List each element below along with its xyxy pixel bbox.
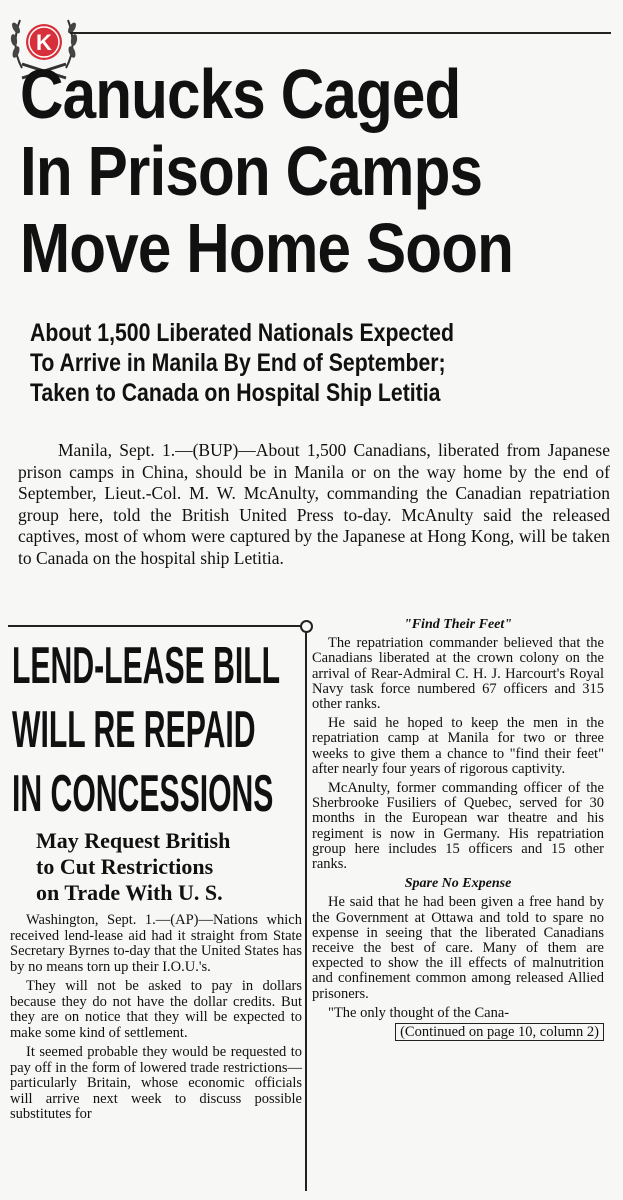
lend-lease-subhead-line-3: on Trade With U. S. [36,880,223,905]
top-rule [70,32,611,34]
main-subheadline [30,318,540,408]
column-divider [305,631,307,1191]
logo-letter: K [36,30,52,55]
lend-lease-headline-line-2: WILL RE REPAID [12,701,256,759]
continued-notice: (Continued on page 10, column 2) [395,1023,604,1041]
section-divider [8,625,306,627]
crosshead-find-their-feet: "Find Their Feet" [403,617,513,632]
lend-lease-headline-line-3: IN CONCESSIONS [12,765,274,823]
subhead-line-3: Taken to Canada on Hospital Ship Letitia [30,379,441,407]
lend-lease-paragraph: It seemed probable they would be requested to pay off in the form of lowered trade restrictions—particularly Britain, whose economic officials will arrive next week to discuss possible substitutes for [10,1044,302,1122]
story-paragraph: He said he hoped to keep the men in the repatriation camp at Manila for two or three weeks to give them a chance to "find their feet" after nearly four years of rigorous captivity. [312,715,604,777]
story-paragraph: "The only thought of the Cana- [328,1004,510,1021]
lead-paragraph: Manila, Sept. 1.—(BUP)—About 1,500 Canadians, liberated from Japanese prison camps in China, should be in Manila or on the way home by the end of September, Lieut.-Col. M. W. McAnulty, commanding the Canadian repatriation group here, told the British United Press to-day. McAnulty said the released captives, most of whom were captured by the Japanese at Hong Kong, will be taken to Canada on the hospital ship Letitia. [18,440,610,568]
continued-line [312,1025,604,1040]
headline-line-1: Canucks Caged [20,55,461,133]
subhead-line-1: About 1,500 Liberated Nationals Expected [30,319,454,347]
lend-lease-body [10,913,302,1127]
crosshead-spare-no-expense: Spare No Expense [404,876,512,892]
subhead-line-2: To Arrive in Manila By End of September; [30,349,446,377]
story-paragraph: The repatriation commander believed that the Canadians liberated at the crown colony on the arrival of Rear-Admiral C. H. J. Harcourt's Royal Navy task force numbered 67 officers and 315 other ranks. [312,635,604,713]
headline-line-3: Move Home Soon [20,209,514,287]
lend-lease-headline-line-1: LEND-LEASE BILL [12,637,281,695]
main-headline [20,56,532,287]
canucks-continuation-column [312,613,604,1044]
headline-line-2: In Prison Camps [20,132,483,210]
story-paragraph: He said that he had been given a free hand by the Government at Ottawa and told to spare no expense in seeing that the liberated Canadians receive the best of care. Many of them are expected to show the ill effects of malnutrition and confinement common among released Allied prisoners. [312,894,604,1002]
lend-lease-subhead-line-1: May Request British [36,828,231,853]
lend-lease-subheadline [36,828,306,906]
lend-lease-paragraph: Washington, Sept. 1.—(AP)—Nations which received lend-lease aid had it straight from State Secretary Byrnes to-day that the United States has by no means torn up their I.O.U.'s. [10,912,302,975]
lend-lease-paragraph: They will not be asked to pay in dollars because they do not have the dollar credits. But they are on notice that they will be expected to make some kind of settlement. [10,978,302,1041]
lend-lease-headline [12,634,281,826]
story-paragraph: McAnulty, former commanding officer of the Sherbrooke Fusiliers of Quebec, served for 30 months in the European war theatre and his regiment is now in Germany. His repatriation group here includes 15 officers and 15 other ranks. [312,780,604,873]
lend-lease-subhead-line-2: to Cut Restrictions [36,854,214,879]
